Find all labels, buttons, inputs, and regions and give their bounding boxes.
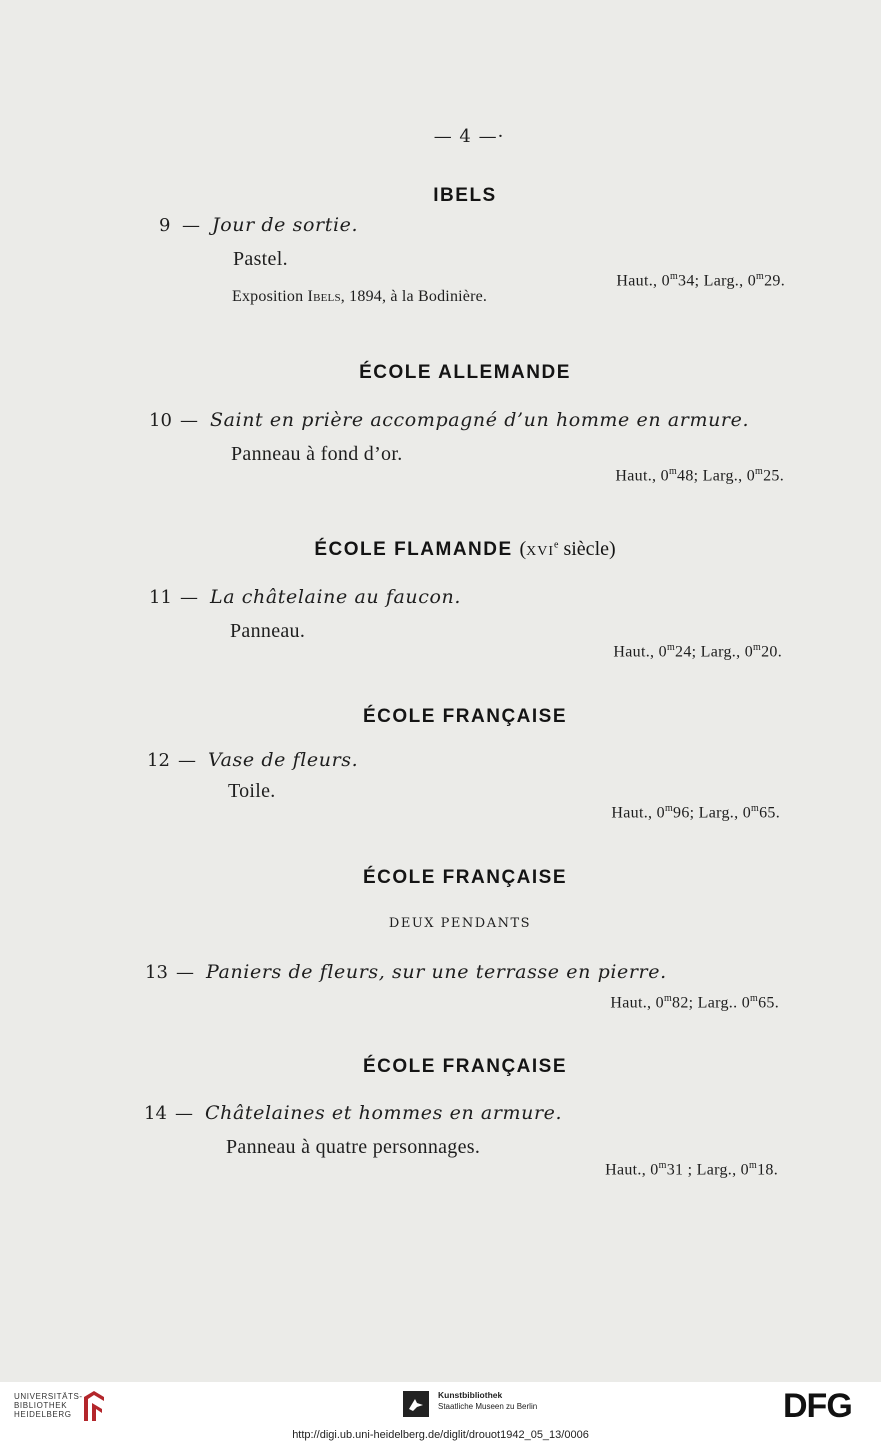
section-heading-ecole-flamande: ÉCOLE FLAMANDE (XVIe siècle) — [314, 538, 616, 560]
lot-dash: — — [182, 215, 200, 236]
lot-dash: — — [180, 410, 198, 431]
lot-title: Saint en prière accompagné d’un homme en armure. — [210, 409, 750, 431]
lot-dimensions: Haut., 0$^m$31 ; Larg., 0$^m$18. — [605, 1160, 778, 1179]
lot-dash: — — [176, 962, 194, 983]
lot-title: Châtelaines et hommes en armure. — [205, 1102, 563, 1124]
section-heading-ecole-allemande: ÉCOLE ALLEMANDE — [359, 362, 571, 383]
lot-dash: — — [175, 1103, 193, 1124]
century-note: (XVIe siècle) — [519, 538, 616, 560]
lot-dash: — — [180, 587, 198, 608]
lot-title: Jour de sortie. — [212, 214, 359, 236]
kunstbibliothek-logo-icon — [403, 1391, 429, 1417]
source-url[interactable]: http://digi.ub.uni-heidelberg.de/diglit/drouot1942_05_13/0006 — [292, 1429, 589, 1441]
lot-number: 11 — [149, 587, 172, 608]
lot-number: 10 — [149, 410, 172, 431]
dfg-logo: DFG — [783, 1387, 852, 1425]
lot-dimensions: Haut., 0$^m$34; Larg., 0$^m$29. — [616, 271, 785, 290]
section-heading-ecole-francaise: ÉCOLE FRANÇAISE — [362, 706, 568, 727]
lot-number: 9 — [159, 215, 171, 236]
lot-medium: Panneau. — [230, 620, 306, 642]
kunstbibliothek-name: Kunstbibliothek Staatliche Museen zu Berlin — [438, 1390, 538, 1411]
lot-dash: — — [178, 750, 196, 771]
lot-note: Exposition Ibels, 1894, à la Bodinière. — [232, 288, 488, 305]
lot-title: La châtelaine au faucon. — [210, 586, 462, 608]
lot-medium: Panneau à fond d’or. — [231, 443, 403, 465]
section-subheading: DEUX PENDANTS — [388, 916, 532, 931]
university-library-name: UNIVERSITÄTS- BIBLIOTHEK HEIDELBERG — [14, 1392, 83, 1419]
lot-dimensions: Haut., 0$^m$82; Larg.. 0$^m$65. — [610, 993, 779, 1012]
lot-medium: Panneau à quatre personnages. — [226, 1136, 481, 1158]
section-heading-ecole-francaise: ÉCOLE FRANÇAISE — [362, 1056, 568, 1077]
lot-number: 13 — [145, 962, 168, 983]
lot-dimensions: Haut., 0$^m$24; Larg., 0$^m$20. — [613, 642, 782, 661]
lot-title: Paniers de fleurs, sur une terrasse en pierre. — [206, 961, 667, 983]
lot-medium: Pastel. — [233, 248, 288, 270]
lot-dimensions: Haut., 0$^m$48; Larg., 0$^m$25. — [615, 466, 784, 485]
digitization-footer — [0, 1382, 881, 1443]
page-number: — 4 —· — [433, 126, 505, 147]
university-library-logo-icon — [80, 1387, 106, 1425]
lot-medium: Toile. — [228, 780, 276, 802]
lot-dimensions: Haut., 0$^m$96; Larg., 0$^m$65. — [611, 803, 780, 822]
section-heading-ibels: IBELS — [433, 185, 497, 206]
lot-number: 12 — [147, 750, 170, 771]
section-heading-ecole-francaise: ÉCOLE FRANÇAISE — [362, 867, 568, 888]
lot-number: 14 — [144, 1103, 167, 1124]
lot-title: Vase de fleurs. — [208, 749, 359, 771]
